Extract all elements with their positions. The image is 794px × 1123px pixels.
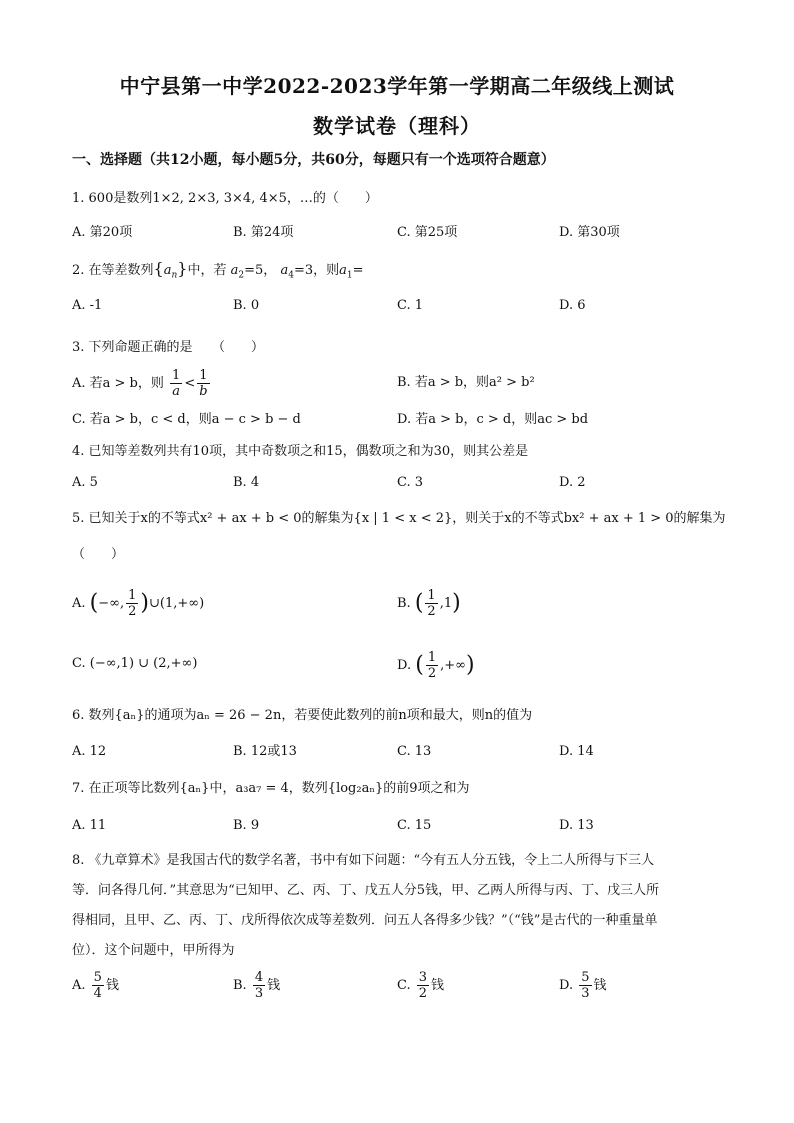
q8-option-d <box>559 970 607 1001</box>
q3-option-a-text: A. 若a > b，则 <box>72 376 164 391</box>
q1-sequence: 1×2, 2×3, 3×4, 4×5 <box>152 191 287 206</box>
q2-cond1: =5， <box>244 263 277 278</box>
q5-option-a-label: A. <box>72 596 86 611</box>
question-8-line-2: 等．问各得几何．”其意思为“已知甲、乙、丙、丁、戊五人分5钱，甲、乙两人所得与丙、丁、戊三人所 <box>72 883 660 898</box>
q4-option-b: B. 4 <box>233 475 260 490</box>
q3-option-b: B. 若a > b，则a² > b² <box>397 375 535 390</box>
q2-option-c: C. 1 <box>397 298 424 313</box>
q3-option-a: A. 若a > b，则 $\frac{1}{a}$ < $\frac{1}{b}$ <box>72 368 208 399</box>
fraction-1-over-a: $\frac{1}{a}$ <box>172 368 181 399</box>
q8-option-d-fraction: $\frac{5}{3}$ <box>581 970 590 1001</box>
question-6: 6. 数列{aₙ}的通项为aₙ = 26 − 2n，若要使此数列的前n项和最大，则n的值为 <box>72 708 533 723</box>
q5-paren: （ ） <box>72 547 125 562</box>
q3-option-d: D. 若a > b，c > d，则ac > bd <box>397 412 589 427</box>
q5-option-a: A. (−∞, $\frac{1}{2}$ )∪(1,+∞) <box>72 588 205 619</box>
question-7: 7. 在正项等比数列{aₙ}中，a₃a₇ = 4，数列{log₂aₙ}的前9项之和为 <box>72 781 470 796</box>
fraction-1-over-b: $\frac{1}{b}$ <box>199 368 208 399</box>
q6-option-d: D. 14 <box>559 744 594 759</box>
q7-option-a: A. 11 <box>72 818 107 833</box>
q8-option-c-fraction: $\frac{3}{2}$ <box>418 970 428 1001</box>
q5-option-b-label: B. <box>397 596 411 611</box>
q5-option-d: D. ( $\frac{1}{2}$ ,+∞) <box>397 650 475 681</box>
q8-option-a-unit: 钱 <box>105 978 119 993</box>
exam-subtitle: 数学试卷（理科） <box>313 114 481 138</box>
q2-cond2: =3，则 <box>293 263 340 278</box>
question-3: 3. 下列命题正确的是 （ ） <box>72 340 265 355</box>
q2-option-a: A. -1 <box>72 298 103 313</box>
q2-end: = <box>352 263 364 278</box>
q6-option-b: B. 12或13 <box>233 744 297 759</box>
q8-option-b-label: B. <box>233 978 247 993</box>
q8-option-d-label: D. <box>559 978 574 993</box>
question-1 <box>72 190 378 208</box>
q7-option-b: B. 9 <box>233 818 260 833</box>
q4-option-c: C. 3 <box>397 475 424 490</box>
q1-option-a: A. 第20项 <box>72 225 133 240</box>
q8-option-b-unit: 钱 <box>267 978 281 993</box>
q8-option-c-label: C. <box>397 978 411 993</box>
section-heading: 一、选择题（共12小题，每小题5分，共60分，每题只有一个选项符合题意） <box>72 152 555 168</box>
question-8-line-1: 8. 《九章算术》是我国古代的数学名著，书中有如下问题：“今有五人分五钱，令上二人所得与下三人 <box>72 853 655 868</box>
q8-option-a <box>72 970 119 1001</box>
question-8-line-3: 得相同，且甲、乙、丙、丁、戊所得依次成等差数列．问五人各得多少钱？”（“钱”是古代的一种重量单 <box>72 913 658 928</box>
question-5: 5. 已知关于x的不等式x² + ax + b < 0的解集为{x | 1 < x < 2}，则关于x的不等式bx² + ax + 1 > 0的解集为 <box>72 511 726 526</box>
q7-option-c: C. 15 <box>397 818 432 833</box>
q2-option-d: D. 6 <box>559 298 586 313</box>
q2-mid: 中，若 <box>187 263 227 278</box>
q6-option-c: C. 13 <box>397 744 432 759</box>
q3-option-c: C. 若a > b，c < d，则a − c > b − d <box>72 412 301 427</box>
exam-title: 中宁县第一中学2022-2023学年第一学期高二年级线上测试 <box>119 74 675 98</box>
q4-option-d: D. 2 <box>559 475 586 490</box>
q2-option-b: B. 0 <box>233 298 260 313</box>
question-2: 2. 在等差数列$\{a_n\}$中，若 $a_2=5$， $a_4=3$，则$a_1=$ <box>72 259 364 281</box>
q4-option-a: A. 5 <box>72 475 98 490</box>
q8-option-b <box>233 970 280 1001</box>
q1-option-c: C. 第25项 <box>397 225 458 240</box>
question-4: 4. 已知等差数列共有10项，其中奇数项之和15，偶数项之和为30，则其公差是 <box>72 444 529 459</box>
q8-option-c <box>397 970 444 1001</box>
q8-option-b-fraction: $\frac{4}{3}$ <box>254 970 264 1001</box>
q5-option-b: B. ( $\frac{1}{2}$ ,1) <box>397 588 461 619</box>
q1-option-b: B. 第24项 <box>233 225 294 240</box>
q8-option-d-unit: 钱 <box>593 978 607 993</box>
q8-option-a-fraction: $\frac{5}{4}$ <box>93 970 102 1001</box>
q2-prefix: 2. 在等差数列 <box>72 263 154 278</box>
q1-suffix: ，…的（ ） <box>286 191 378 206</box>
q5-option-c: C. (−∞,1) ∪ (2,+∞) <box>72 656 198 671</box>
q8-option-c-unit: 钱 <box>431 978 445 993</box>
q7-option-d: D. 13 <box>559 818 594 833</box>
q5-option-d-label: D. <box>397 658 412 673</box>
q6-option-a: A. 12 <box>72 744 107 759</box>
question-8-line-4: 位）．这个问题中，甲所得为 <box>72 943 235 958</box>
q1-option-d: D. 第30项 <box>559 225 620 240</box>
q1-prefix: 1. 600是数列 <box>72 191 153 206</box>
q8-option-a-label: A. <box>72 978 86 993</box>
